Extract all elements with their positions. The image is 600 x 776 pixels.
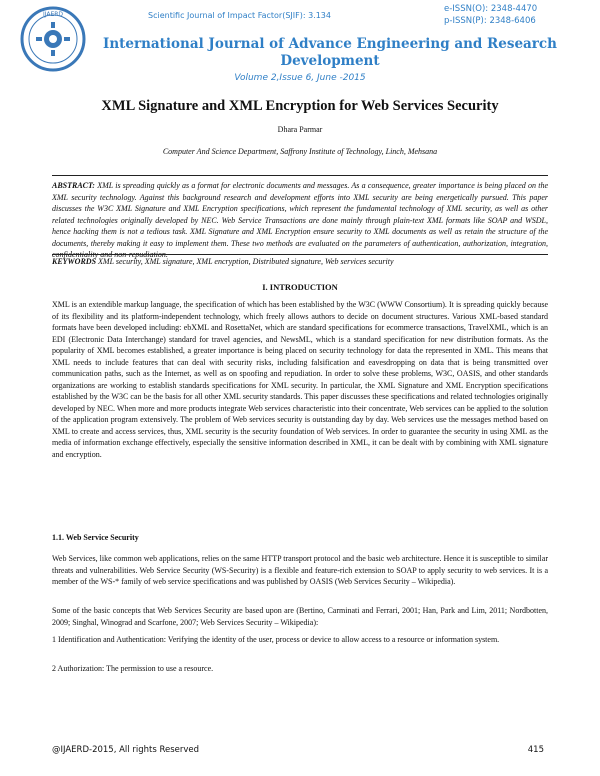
keywords-label: KEYWORDS	[52, 257, 97, 266]
divider-top	[52, 175, 548, 176]
divider-bottom	[52, 254, 548, 255]
abstract	[52, 180, 548, 261]
web-service-paragraph: Web Services, like common web applications, relies on the same HTTP transport protocol and the basic web architecture. Hence it is susceptible to similar threats and vulnerabilities. Web Service Security (WS-Security) is a flexible and feature-rich extension to SOAP to apply security to web services. It is a member of the WS-* family of web service specifications and was published by OASIS (Web Services Security – Wikipedia).	[52, 554, 548, 586]
section-heading-introduction: I. INTRODUCTION	[262, 282, 338, 292]
e-issn: e-ISSN(O): 2348-4470	[444, 4, 538, 14]
journal-logo	[20, 6, 86, 72]
subsection-heading-web-service-security: 1.1. Web Service Security	[52, 533, 139, 542]
abstract-text: XML is spreading quickly as a format for electronic documents and messages. As a consequence, greater importance is being placed on the XML security technology. Against this background research and development efforts into XML security are being energetically pursued. This paper discusses the W3C XML Signature and XML Encryption specifications, which represent the fundamental technology of XML security, as well as other related technologies originally developed by NEC. Web Service Transactions are done mainly through plain-text XML formats like SOAP and WSDL, hence hacking them is not a tedious task. XML Signature and XML Encryption ensure security to XML documents as well as retain the structure of the documents, thereby making it easy to implement them. These two methods are evaluated on the parameters of authentication, authorization, integration, confidentiality and non-repudiation.	[52, 181, 548, 259]
author-affiliation: Computer And Science Department, Saffrony Institute of Technology, Linch, Mehsana	[162, 147, 438, 156]
author-name: Dhara Parmar	[277, 125, 323, 134]
introduction-paragraph: XML is an extendible markup language, the specification of which has been established by the W3C (WWW Consortium). It is spreading quickly because of its flexibility and its platform-independent technology, which freely allows authors to decide on document structures. Various XML-based standard formats have been developed including: ebXML and RosettaNet, which are standard specifications for ecommerce transactions, TravelXML, which is an EDI (Electronic Data Interchange) standard for travel agencies, and NewsML, which is a standard specification for new distribution formats. As the popularity of XML becomes established, a greater importance is being placed on security technology for data the represented in XML. This means that XML needs to include features that can deal with security risks, including falsification and eavesdropping on data that is being transmitted over communication paths, such as the Internet, as well as on spoofing and repudiation. In order to solve these problems, W3C, OASIS, and other standards organizations are working to establish standards specifications for XML security. In particular, the XML Signature and XML Encryption specifications established by the W3C can be the basis for all other XML security standards. This paper discusses these specifications and related technologies originally developed by NEC. When more and more products integrate Web services characteristic into their concentrate, Web services can be applied to the solution of the application program extensively. The problem of Web services security is outstanding day by day. Web services use the messages method based on XML to create and access services, thus, XML security is the security foundation of Web services. In order to guarantee the security in using XML as the media of information exchange effectively, especially the sensitive information described in XML, it can be dealt with by combining with XML signature and encryption.	[52, 300, 548, 459]
paper-title: XML Signature and XML Encryption for Web Services Security	[101, 98, 499, 114]
journal-name: International Journal of Advance Engineering and Research Development	[103, 36, 557, 69]
keywords-text: XML security, XML signature, XML encryption, Distributed signature, Web services security	[96, 257, 394, 266]
list-item-identification: 1 Identification and Authentication: Verifying the identity of the user, process or device to allow access to a resource or information system.	[52, 635, 500, 644]
footer-copyright: @IJAERD-2015, All rights Reserved	[52, 745, 200, 755]
keywords	[52, 256, 548, 267]
abstract-label: ABSTRACT:	[52, 181, 95, 190]
impact-factor: Scientific Journal of Impact Factor(SJIF): 3.134	[148, 11, 331, 20]
page-number: 415	[527, 745, 544, 755]
p-issn: p-ISSN(P): 2348-6406	[444, 16, 536, 26]
basic-concepts-paragraph: Some of the basic concepts that Web Services Security are based upon are (Bertino, Carminati and Ferrari, 2001; Han, Park and Lim, 2011; Nordbotten, 2009; Singhal, Winograd and Scarfone, 2007; Web Services Security – Wikipedia):	[52, 606, 548, 627]
list-item-authorization: 2 Authorization: The permission to use a resource.	[52, 664, 214, 673]
svg-text:IJAERD: IJAERD	[42, 11, 64, 18]
volume-issue: Volume 2,Issue 6, June -2015	[234, 73, 366, 83]
